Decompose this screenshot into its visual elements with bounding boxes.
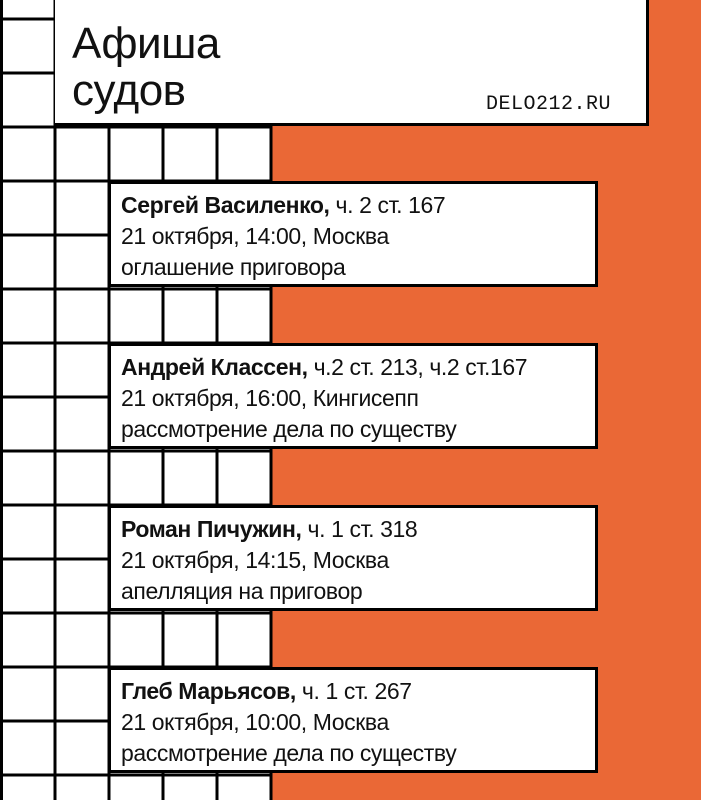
defendant-name: Сергей Василенко, [121, 192, 330, 218]
defendant-name: Андрей Классен, [121, 354, 308, 380]
title-line-2: судов [72, 66, 186, 115]
event-title-line [121, 676, 595, 707]
articles: ч. 2 ст. 167 [335, 192, 446, 218]
event-card [108, 667, 598, 773]
event-title-line [121, 352, 595, 383]
event-title-line [121, 514, 595, 545]
event-type: апелляция на приговор [121, 578, 363, 604]
event-type: рассмотрение дела по существу [121, 416, 457, 442]
event-type: рассмотрение дела по существу [121, 740, 457, 766]
event-title-line [121, 190, 595, 221]
event-type: оглашение приговора [121, 254, 346, 280]
event-datetime-place: 21 октября, 16:00, Кингисепп [121, 385, 419, 411]
articles: ч. 1 ст. 318 [307, 516, 418, 542]
defendant-name: Глеб Марьясов, [121, 678, 296, 704]
event-datetime-place: 21 октября, 14:00, Москва [121, 223, 389, 249]
header-panel [55, 0, 649, 126]
title-line-1: Афиша [72, 19, 220, 68]
defendant-name: Роман Пичужин, [121, 516, 302, 542]
site-url: DELO212.RU [486, 93, 612, 116]
articles: ч.2 ст. 213, ч.2 ст.167 [313, 354, 528, 380]
event-card [108, 505, 598, 611]
event-datetime-place: 21 октября, 10:00, Москва [121, 709, 389, 735]
page-title [72, 20, 220, 114]
articles: ч. 1 ст. 267 [301, 678, 412, 704]
event-card [108, 181, 598, 287]
event-datetime-place: 21 октября, 14:15, Москва [121, 547, 389, 573]
event-card [108, 343, 598, 449]
